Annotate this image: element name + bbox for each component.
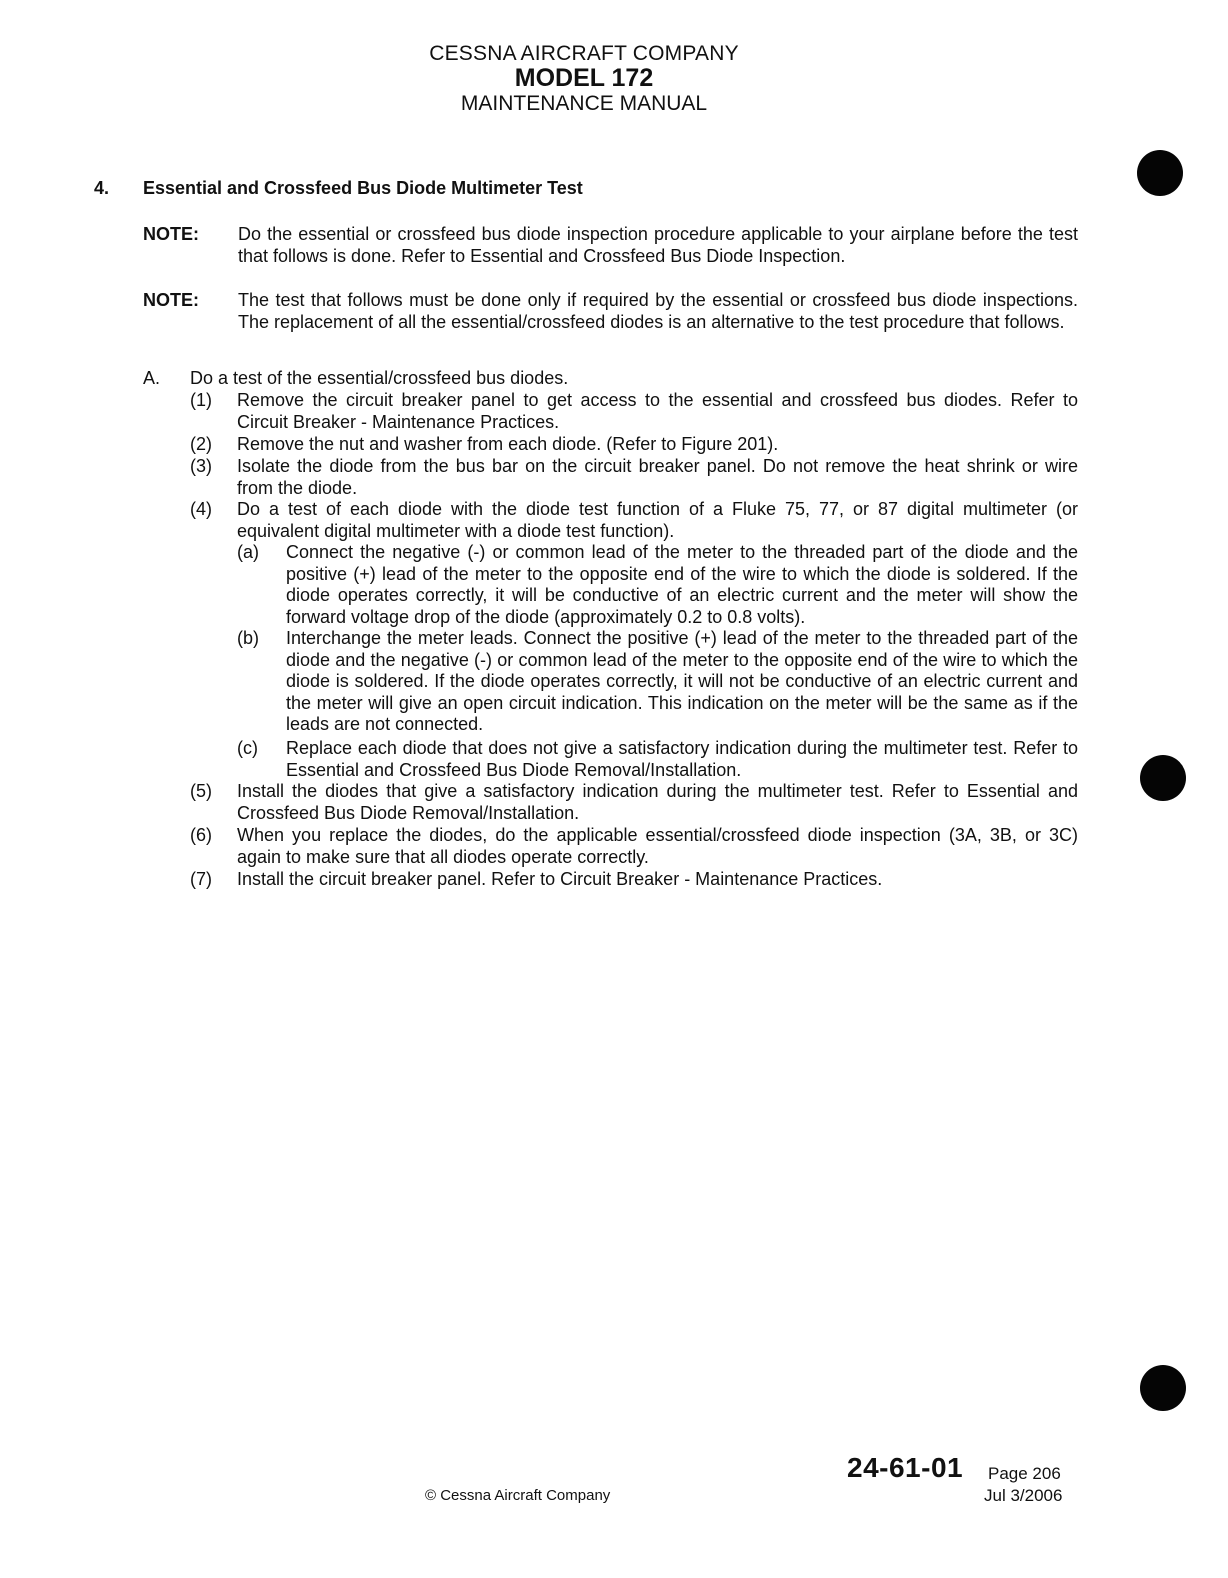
step-text: Install the diodes that give a satisfactory indication during the multimeter test. Refer to Essential and Crossfeed Bus Diode Removal/Installation.: [237, 781, 1078, 823]
footer-page-number: Page 206: [988, 1464, 1061, 1483]
binder-hole-middle: [1140, 755, 1186, 801]
step-3: [190, 456, 1078, 499]
substep-b: [237, 628, 1078, 736]
step-marker: (1): [190, 390, 212, 410]
note-label: NOTE:: [143, 224, 199, 244]
footer-chapter-code: 24-61-01: [847, 1452, 964, 1483]
step-marker: (6): [190, 825, 212, 845]
step-text: When you replace the diodes, do the applicable essential/crossfeed diode inspection (3A, 3B, or 3C) again to make sure that all diodes operate correctly.: [237, 825, 1078, 867]
section-title: Essential and Crossfeed Bus Diode Multimeter Test: [143, 178, 583, 198]
substep-c: [237, 738, 1078, 781]
step-1: [190, 390, 1078, 433]
substep-marker: (b): [237, 628, 259, 648]
step-2: [190, 434, 1078, 456]
section-number: 4.: [94, 178, 110, 198]
footer-revision-date: Jul 3/2006: [984, 1486, 1063, 1505]
substep-text: Interchange the meter leads. Connect the positive (+) lead of the meter to the threaded part of the diode and the negative (-) or common lead of the meter to the opposite end of the wire to which the diode is soldered. If the diode operates correctly, it will not be conductive of an electric current and the meter will give an open circuit indication. This indication on the meter will be the same as if the leads are not connected.: [286, 628, 1078, 734]
step-marker: (7): [190, 869, 212, 889]
substep-marker: (a): [237, 542, 259, 562]
step-5: [190, 781, 1078, 824]
substep-marker: (c): [237, 738, 258, 758]
note-2: [143, 290, 1078, 333]
step-text: Do a test of each diode with the diode test function of a Fluke 75, 77, or 87 digital multimeter (or equivalent digital multimeter with a diode test function).: [237, 499, 1078, 541]
header-company: CESSNA AIRCRAFT COMPANY: [429, 42, 739, 65]
step-6: [190, 825, 1078, 868]
step-marker: (2): [190, 434, 212, 454]
step-a: [143, 368, 1078, 390]
footer-copyright: © Cessna Aircraft Company: [425, 1487, 611, 1504]
step-marker: (3): [190, 456, 212, 476]
step-text: Remove the circuit breaker panel to get access to the essential and crossfeed bus diodes. Refer to Circuit Breaker - Maintenance Practices.: [237, 390, 1078, 432]
step-text: Remove the nut and washer from each diode. (Refer to Figure 201).: [237, 434, 779, 454]
substep-text: Replace each diode that does not give a satisfactory indication during the multimeter test. Refer to Essential and Crossfeed Bus Diode Removal/Installation.: [286, 738, 1078, 780]
substep-a: [237, 542, 1078, 628]
step-text: Isolate the diode from the bus bar on the circuit breaker panel. Do not remove the heat shrink or wire from the diode.: [237, 456, 1078, 498]
step-7: [190, 869, 1078, 891]
header-model: MODEL 172: [514, 64, 654, 92]
step-marker: (4): [190, 499, 212, 519]
note-text: Do the essential or crossfeed bus diode inspection procedure applicable to your airplane before the test that follows is done. Refer to Essential and Crossfeed Bus Diode Inspection.: [238, 224, 1078, 266]
binder-hole-bottom: [1140, 1365, 1186, 1411]
step-marker: A.: [143, 368, 161, 388]
binder-hole-top: [1137, 150, 1183, 196]
substep-text: Connect the negative (-) or common lead of the meter to the threaded part of the diode and the positive (+) lead of the meter to the opposite end of the wire to which the diode is soldered. If the diode operates correctly, it will be conductive of an electric current and the meter will show the forward voltage drop of the diode (approximately 0.2 to 0.8 volts).: [286, 542, 1078, 627]
step-marker: (5): [190, 781, 212, 801]
note-text: The test that follows must be done only if required by the essential or crossfeed bus diode inspections. The replacement of all the essential/crossfeed diodes is an alternative to the test procedure that follows.: [238, 290, 1078, 332]
page-header: [0, 43, 1168, 114]
step-4: [190, 499, 1078, 542]
step-text: Install the circuit breaker panel. Refer to Circuit Breaker - Maintenance Practices.: [237, 869, 883, 889]
header-manual: MAINTENANCE MANUAL: [460, 92, 708, 115]
note-1: [143, 224, 1078, 267]
step-text: Do a test of the essential/crossfeed bus diodes.: [190, 368, 569, 388]
note-label: NOTE:: [143, 290, 199, 310]
